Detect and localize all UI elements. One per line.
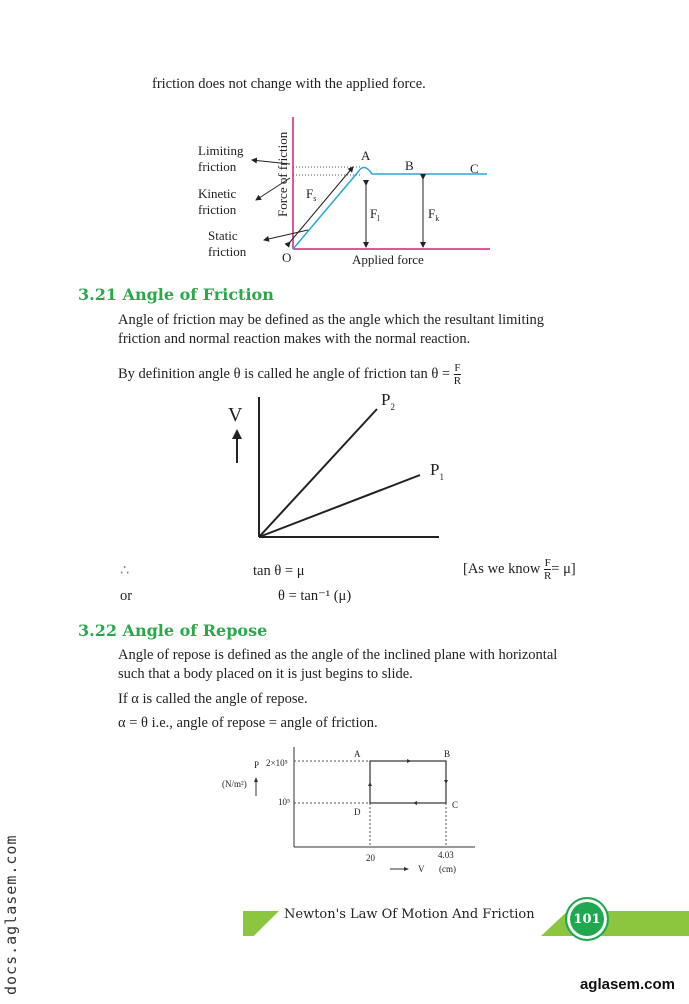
label-v: V — [418, 864, 425, 874]
section-heading-3-22: 3.22 Angle of Repose — [78, 621, 268, 640]
label-v: V — [228, 404, 243, 426]
label-p: P — [254, 760, 260, 770]
tick-v2: 4.03 — [438, 850, 454, 860]
brand-watermark: aglasem.com — [579, 976, 675, 993]
page-number-badge: 101 — [565, 897, 609, 941]
paragraph-line: If α is called the angle of repose. — [118, 691, 308, 707]
fraction — [454, 362, 461, 387]
note-text: [As we know — [463, 560, 541, 577]
footer-title: Newton's Law Of Motion And Friction — [284, 907, 535, 922]
tick-p-high: 2×10⁵ — [266, 758, 288, 768]
label-fk: $F_k$ — [428, 206, 440, 223]
paragraph-line: Angle of friction may be defined as the angle which the resultant limiting — [118, 312, 545, 328]
numerator: F — [544, 557, 551, 569]
label-kinetic-2: friction — [198, 202, 237, 217]
equation-note — [463, 557, 576, 582]
paragraph-line: α = θ i.e., angle of repose = angle of friction. — [118, 715, 378, 731]
note-end: = μ] — [551, 560, 576, 577]
point-b: B — [405, 158, 414, 173]
intro-line: friction does not change with the applied force. — [152, 76, 426, 92]
section-heading-3-21: 3.21 Angle of Friction — [78, 285, 274, 304]
label-vunit: (cm) — [439, 864, 456, 874]
equation-1: tan θ = μ — [253, 563, 305, 579]
paragraph-line: friction and normal reaction makes with the normal reaction. — [118, 331, 471, 347]
label-p1: $P_1$ — [430, 460, 444, 482]
point-a: A — [354, 749, 361, 759]
label-unit: (N/m²) — [222, 779, 247, 789]
label-p2: $P_2$ — [381, 390, 395, 412]
side-watermark: docs.aglasem.com — [2, 834, 20, 995]
cycle-rectangle — [370, 761, 446, 803]
equation-2: θ = tan⁻¹ (μ) — [278, 588, 352, 604]
or-text: or — [120, 588, 133, 604]
label-static-2: friction — [208, 244, 247, 259]
y-axis-label: Force of friction — [275, 131, 290, 217]
denominator: R — [453, 375, 462, 387]
tick-p-low: 10⁵ — [278, 797, 291, 807]
label-fs: $F_s$ — [306, 186, 317, 203]
label-kinetic: Kinetic — [198, 186, 237, 201]
label-limiting: Limiting — [198, 143, 244, 158]
friction-graph — [190, 112, 500, 272]
label-static: Static — [208, 228, 238, 243]
paragraph-line: Angle of repose is defined as the angle of the inclined plane with horizontal — [118, 647, 558, 663]
therefore-symbol: ∴ — [120, 563, 130, 579]
denominator: R — [543, 570, 552, 582]
friction-curve — [293, 167, 487, 249]
point-o: O — [282, 250, 292, 265]
numerator: F — [454, 362, 461, 374]
tick-v1: 20 — [366, 853, 375, 863]
point-c: C — [470, 161, 479, 176]
definition-line — [118, 362, 461, 387]
line-p2 — [259, 409, 377, 537]
point-b: B — [444, 749, 451, 759]
definition-text: By definition angle θ is called he angle of friction tan θ = — [118, 365, 451, 382]
x-axis-label: Applied force — [352, 252, 424, 267]
velocity-graph — [215, 385, 455, 545]
label-fl: $F_l$ — [370, 206, 380, 223]
point-c: C — [452, 800, 459, 810]
pv-graph — [210, 742, 480, 882]
footer-left-stripe — [243, 911, 279, 936]
point-d: D — [354, 807, 361, 817]
point-a: A — [361, 148, 371, 163]
line-p1 — [259, 475, 420, 537]
label-limiting-2: friction — [198, 159, 237, 174]
footer-right-stripe — [541, 911, 689, 936]
paragraph-line: such that a body placed on it is just begins to slide. — [118, 666, 413, 682]
